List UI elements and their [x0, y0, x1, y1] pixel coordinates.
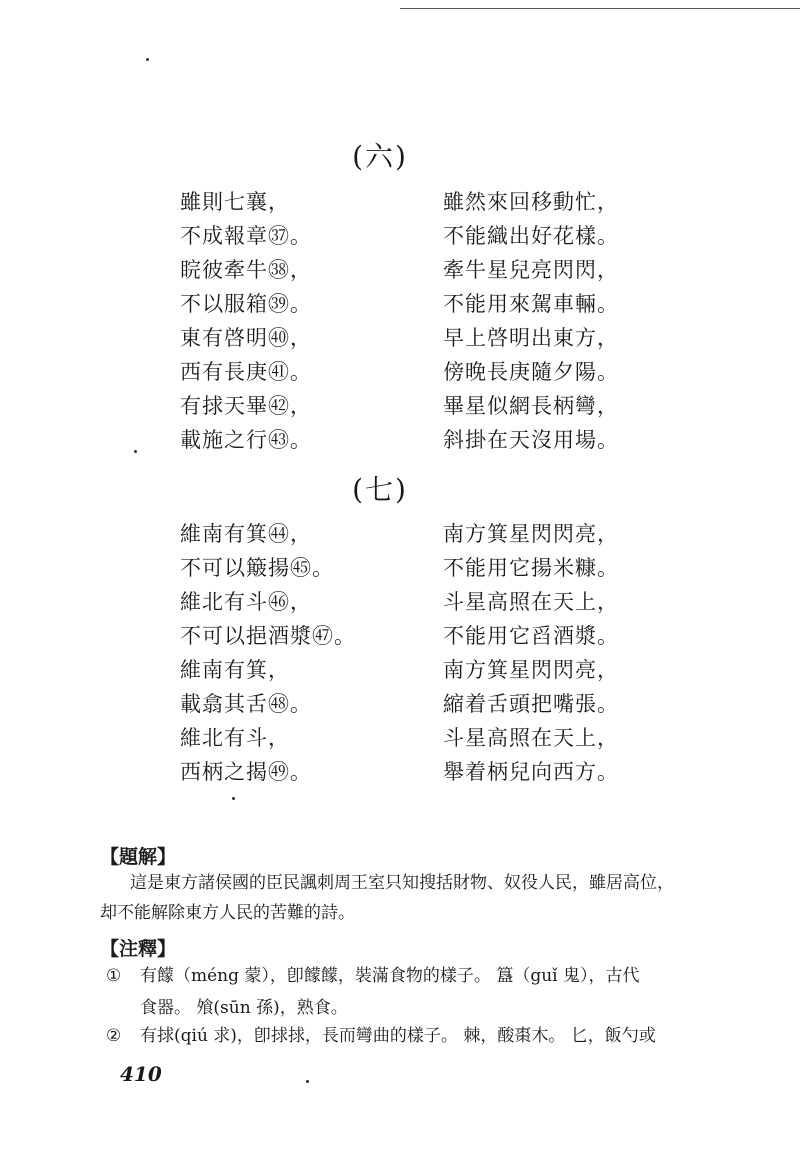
poem-original-line: 載施之行㊸。: [180, 428, 312, 452]
poem-row: [0, 518, 800, 552]
poem-original-line: 不可以挹酒漿㊼。: [180, 624, 356, 648]
poem-row: [0, 654, 800, 688]
poem-translation-line: 斜掛在天沒用場。: [443, 428, 619, 452]
poem-row: [0, 756, 800, 790]
poem-row: [0, 390, 800, 424]
poem-original-line: 不成報章㊲。: [180, 224, 312, 248]
poem-row: [0, 688, 800, 722]
explanation-paragraph: [100, 868, 680, 928]
poem-original-line: 西柄之揭㊾。: [180, 760, 312, 784]
poem-row: [0, 254, 800, 288]
poem-section-7: [0, 518, 800, 790]
poem-translation-line: 斗星高照在天上，: [443, 726, 619, 750]
poem-row: [0, 620, 800, 654]
section-6-title: (六): [352, 140, 408, 173]
explanation-text: 這是東方諸侯國的臣民諷刺周王室只知搜括財物、奴役人民，雖居高位，却不能解除東方人民的苦難的詩。: [100, 873, 674, 923]
poem-translation-line: 南方箕星閃閃亮，: [443, 522, 619, 546]
poem-original-line: 維北有斗，: [180, 726, 290, 750]
scan-speck: [306, 1080, 309, 1083]
poem-translation-line: 傍晚長庚隨夕陽。: [443, 360, 619, 384]
poem-translation-line: 斗星高照在天上，: [443, 590, 619, 614]
poem-original-line: 睆彼牽牛㊳，: [180, 258, 312, 282]
note-item: [100, 1020, 680, 1052]
poem-translation-line: 不能織出好花樣。: [443, 224, 619, 248]
poem-original-line: 東有啓明㊵，: [180, 326, 312, 350]
poem-translation-line: 雖然來回移動忙，: [443, 190, 619, 214]
top-border-line: [400, 8, 800, 9]
poem-section-6: [0, 186, 800, 458]
poem-original-line: 不可以簸揚㊺。: [180, 556, 334, 580]
poem-row: [0, 220, 800, 254]
poem-original-line: 不以服箱㊴。: [180, 292, 312, 316]
notes-heading: 【注釋】: [100, 938, 177, 960]
note-text-line2: 食器。 飧(sūn 孫)，熟食。: [140, 998, 348, 1018]
poem-row: [0, 288, 800, 322]
scan-speck: [134, 450, 137, 453]
poem-row: [0, 722, 800, 756]
note-text-line1: 有饛（méng 蒙），卽饛饛，裝滿食物的樣子。 簋（guǐ 鬼），古代: [140, 966, 640, 986]
poem-row: [0, 356, 800, 390]
poem-original-line: 維南有箕，: [180, 658, 290, 682]
poem-translation-line: 畢星似網長柄彎，: [443, 394, 619, 418]
poem-row: [0, 586, 800, 620]
poem-translation-line: 早上啓明出東方，: [443, 326, 619, 350]
section-7-title: (七): [352, 473, 408, 506]
explanation-heading: 【題解】: [100, 846, 177, 868]
scan-speck: [232, 797, 235, 800]
poem-translation-line: 牽牛星兒亮閃閃，: [443, 258, 619, 282]
poem-row: [0, 552, 800, 586]
page-number: 410: [120, 1062, 162, 1086]
poem-original-line: 維北有斗㊻，: [180, 590, 312, 614]
poem-translation-line: 不能用來駕車輛。: [443, 292, 619, 316]
poem-row: [0, 424, 800, 458]
poem-row: [0, 322, 800, 356]
poem-translation-line: 不能用它揚米糠。: [443, 556, 619, 580]
poem-original-line: 雖則七襄，: [180, 190, 290, 214]
poem-translation-line: 不能用它舀酒漿。: [443, 624, 619, 648]
note-number: ①: [106, 966, 122, 986]
poem-translation-line: 南方箕星閃閃亮，: [443, 658, 619, 682]
note-number: ②: [106, 1026, 122, 1046]
poem-original-line: 有捄天畢㊷，: [180, 394, 312, 418]
poem-original-line: 維南有箕㊹，: [180, 522, 312, 546]
poem-original-line: 載翕其舌㊽。: [180, 692, 312, 716]
poem-original-line: 西有長庚㊶。: [180, 360, 312, 384]
note-item: [100, 960, 680, 1024]
poem-translation-line: 舉着柄兒向西方。: [443, 760, 619, 784]
poem-row: [0, 186, 800, 220]
scan-speck: [146, 58, 149, 61]
poem-translation-line: 縮着舌頭把嘴張。: [443, 692, 619, 716]
note-text-line1: 有捄(qiú 求)，卽捄捄，長而彎曲的樣子。 棘，酸棗木。 匕，飯勺或: [140, 1026, 656, 1046]
